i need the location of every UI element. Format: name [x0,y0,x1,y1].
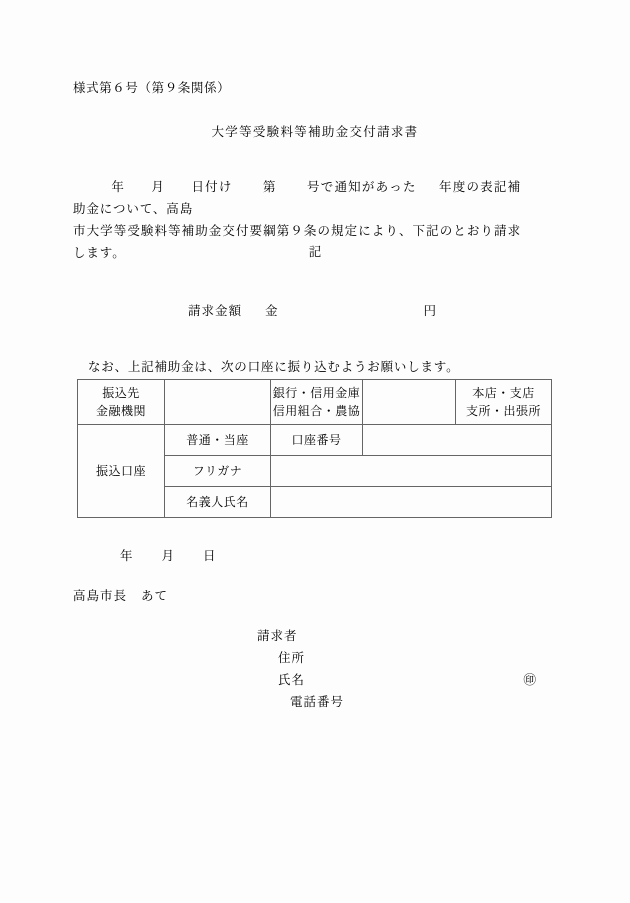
branch-type-line2: 支所・出張所 [465,404,541,418]
date-month-label: 月 [161,549,176,563]
account-number-input[interactable] [363,425,552,456]
claim-amount-unit: 円 [423,304,438,318]
addressee-mayor: 高島市長 [73,589,128,603]
bank-institution-label-line1: 振込先 [102,386,140,400]
branch-type-options[interactable] [456,380,552,425]
bank-account-table [77,379,552,518]
branch-name-input[interactable] [363,380,456,425]
claim-amount-row [188,301,437,319]
furigana-label: フリガナ [165,456,271,487]
claimant-address-label: 住所 [278,651,306,665]
claim-amount-kin: 金 [265,304,279,318]
body-gou-label: 号で通知があった [306,180,417,194]
table-row [78,425,552,456]
body-nendo-text: 年度の表記補助金について、高島 [73,180,522,216]
claimant-name-label: 氏名 [278,673,306,687]
body-month-label: 月 [151,180,166,194]
addressee-line [73,586,168,604]
form-number: 様式第６号（第９条関係） [73,81,231,95]
date-year-label: 年 [120,549,134,563]
account-holder-label: 名義人氏名 [165,487,271,518]
seal-icon: ㊞ [523,673,538,687]
claimant-address-row [257,647,537,669]
addressee-ate: あて [141,589,169,603]
claimant-block [257,625,537,713]
account-number-label: 口座番号 [271,425,363,456]
bank-name-input[interactable] [165,380,271,425]
body-dai-label: 第 [262,180,277,194]
bank-type-line2: 信用組合・農協 [272,404,361,418]
account-label: 振込口座 [78,425,165,518]
bank-institution-label-line2: 金融機関 [95,404,146,418]
body-year-label: 年 [111,180,126,194]
bank-type-line1: 銀行・信用金庫 [272,386,361,400]
bank-transfer-note: なお、上記補助金は、次の口座に振り込むようお願いします。 [88,360,460,374]
claimant-heading: 請求者 [257,629,298,643]
body-dateuke-label: 日付け [191,180,233,194]
document-title: 大学等受験料等補助金交付請求書 [211,125,419,139]
ki-mark: 記 [308,245,322,259]
claimant-phone-row [257,691,537,713]
submission-date-line [120,546,217,564]
bank-institution-label [78,380,165,425]
furigana-input[interactable] [271,456,552,487]
table-row [78,380,552,425]
body-line-2: 市大学等受験料等補助金交付要綱第９条の規定により、下記のとおり請求します。 [73,224,521,260]
branch-type-line1: 本店・支店 [472,386,535,400]
account-holder-input[interactable] [271,487,552,518]
date-day-label: 日 [203,549,217,563]
account-kind-options[interactable]: 普通・当座 [165,425,271,456]
claimant-phone-label: 電話番号 [290,695,345,709]
bank-type-options[interactable] [271,380,363,425]
claimant-name-row [257,669,537,691]
claim-amount-label: 請求金額 [188,304,243,318]
